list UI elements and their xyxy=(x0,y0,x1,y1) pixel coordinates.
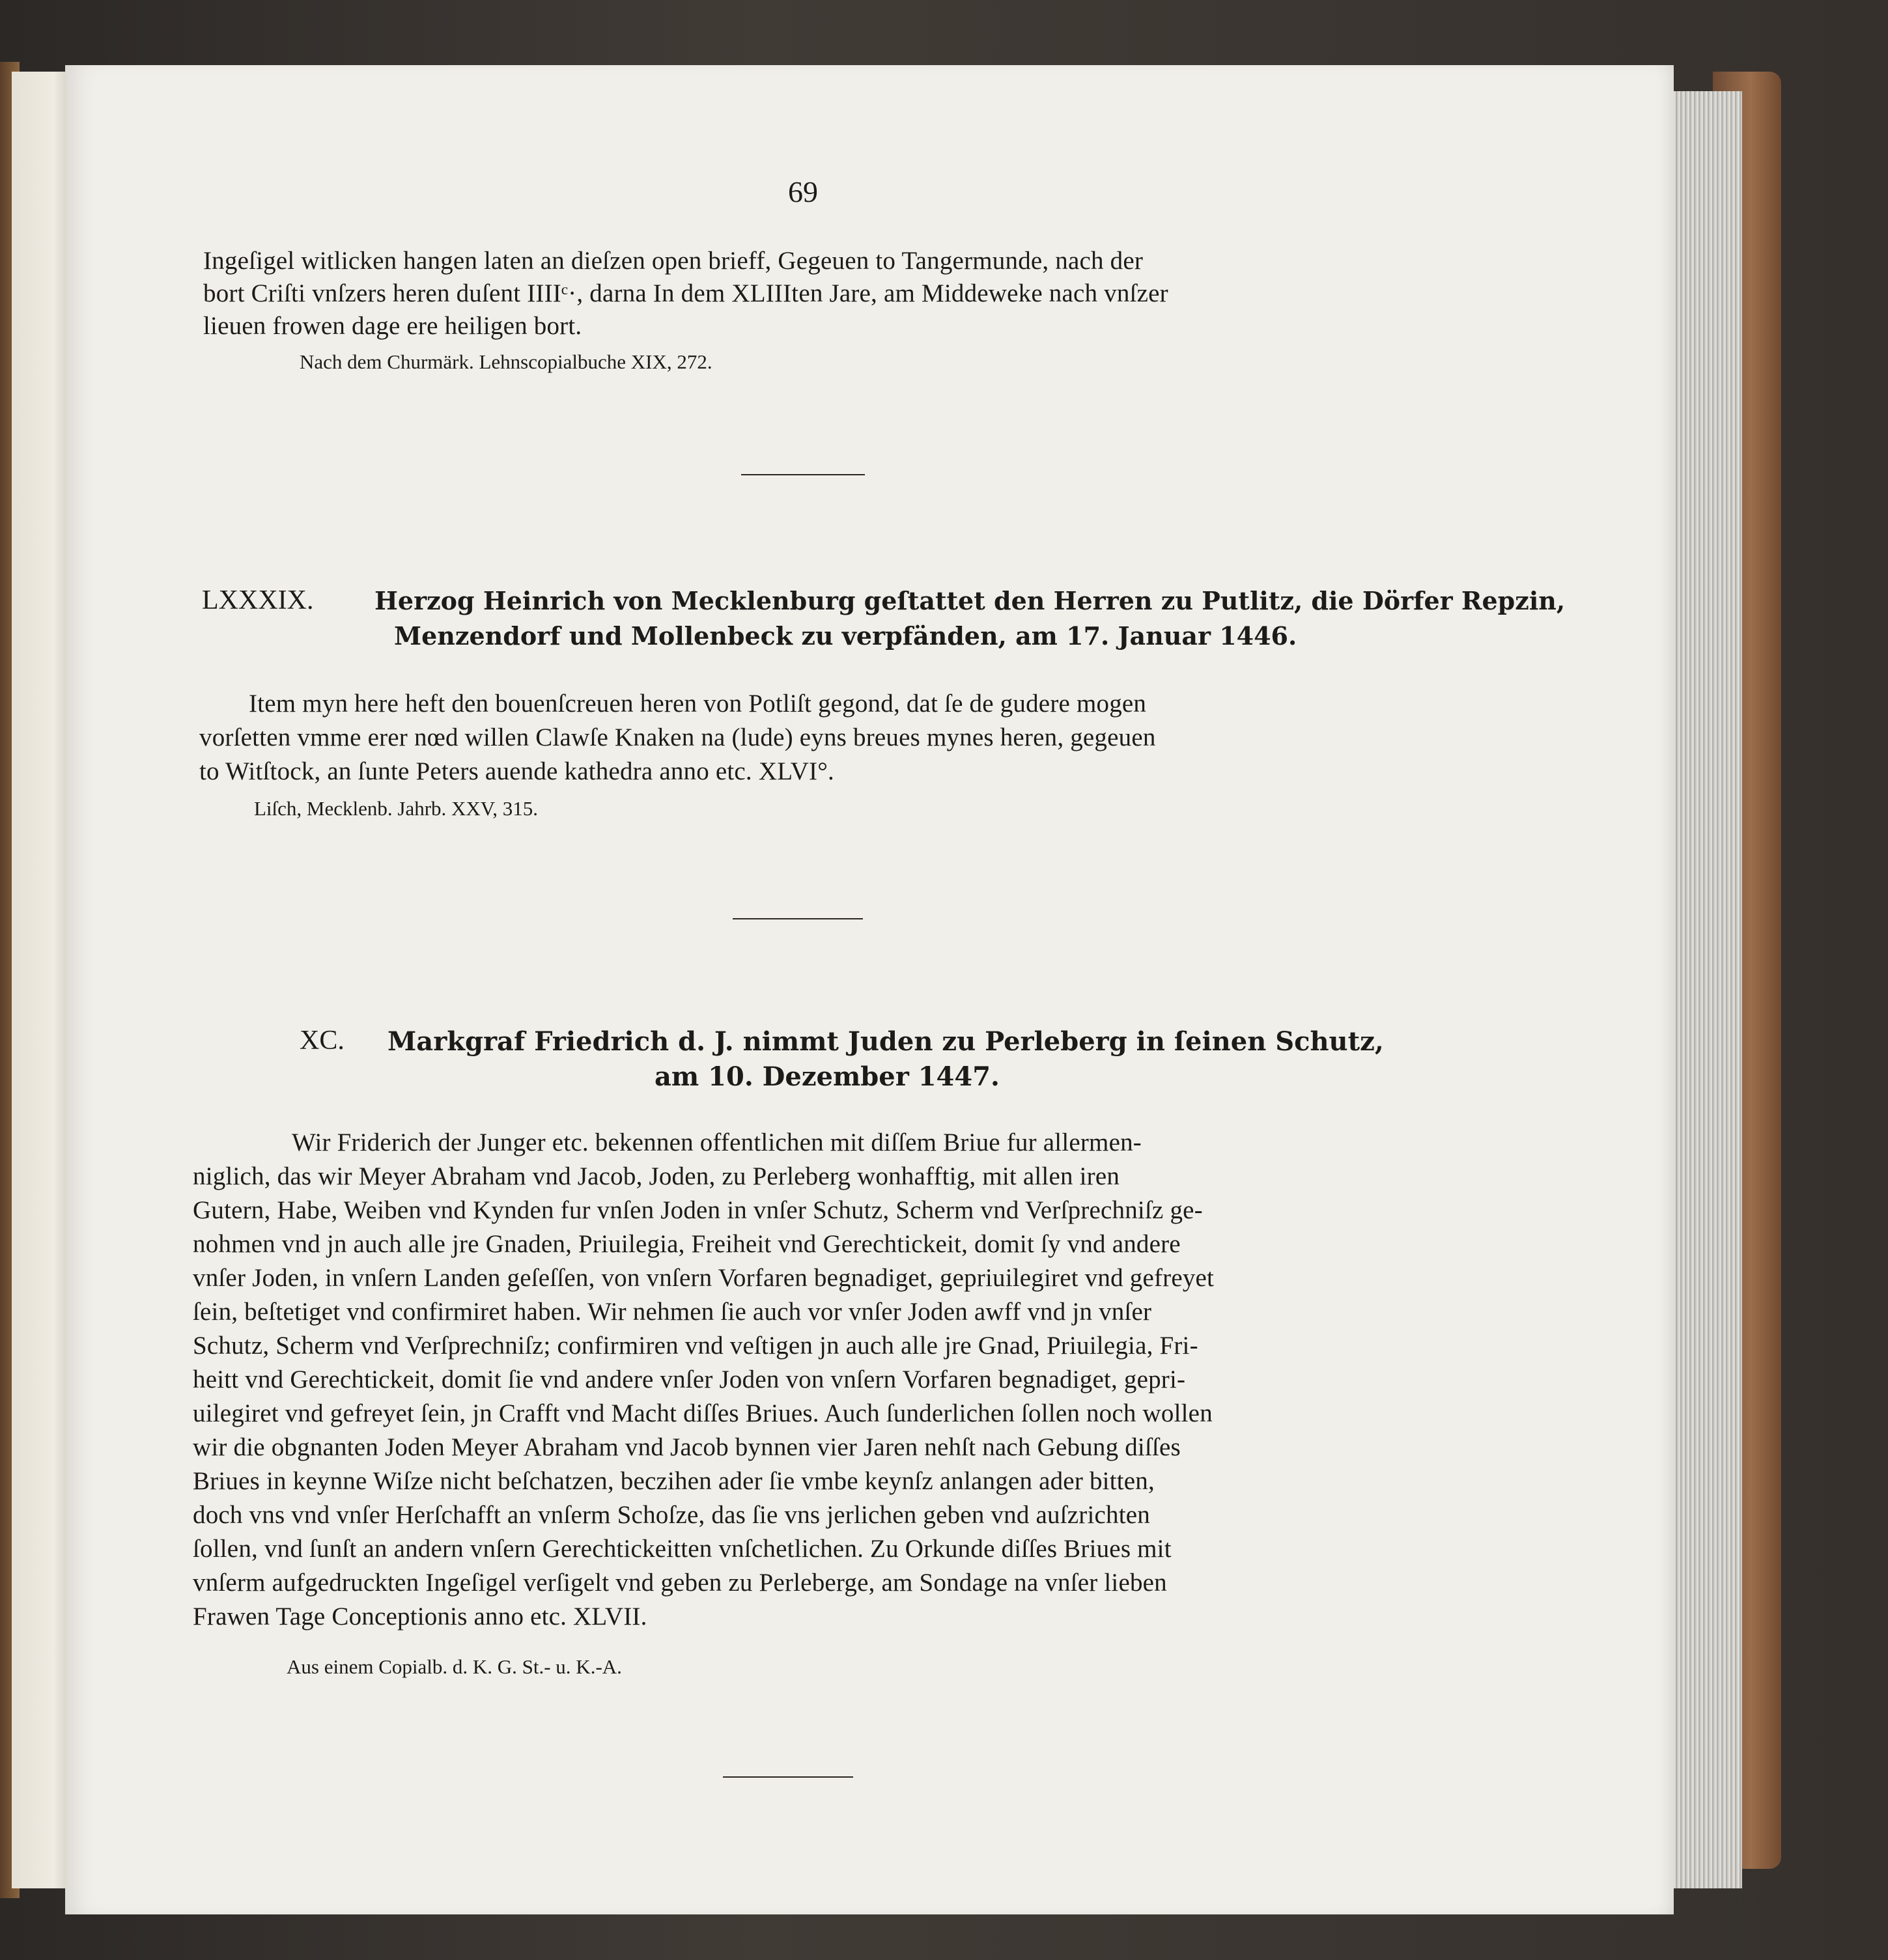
document-90-body-line-11: Briues in keynne Wiſze nicht beſchatzen, beczihen ader ſie vmbe keynſz anlangen ader bitten, xyxy=(193,1467,1155,1495)
document-90-body-line-3: Gutern, Habe, Weiben vnd Kynden fur vnſen Joden in vnſer Schutz, Scherm vnd Verſprechniſz ge- xyxy=(193,1196,1203,1224)
document-89-body-line-3: to Witſtock, an ſunte Peters auende kathedra anno etc. XLVI°. xyxy=(199,757,834,785)
document-89-body-line-2: vorſetten vmme erer nœd willen Clawſe Knaken na (lude) eyns breues mynes heren, gegeuen xyxy=(199,723,1156,751)
document-90-body-line-1: Wir Friderich der Junger etc. bekennen offentlichen mit diſſem Briue fur allermen- xyxy=(292,1128,1142,1156)
page-number: 69 xyxy=(788,175,818,208)
document-90-numeral: XC. xyxy=(300,1026,345,1056)
separator-rule-1 xyxy=(741,474,865,475)
document-90-body-line-15: Frawen Tage Conceptionis anno etc. XLVII. xyxy=(193,1603,647,1631)
document-90-body-line-6: ſein, beſtetiget vnd confirmiret haben. Wir nehmen ſie auch vor vnſer Joden awff vnd jn vnſer xyxy=(193,1298,1152,1326)
document-90-source-note: Aus einem Copialb. d. K. G. St.- u. K.-A. xyxy=(287,1655,622,1678)
document-90-title-line-1: Markgraf Friedrich d. J. nimmt Juden zu Perleberg in ſeinen Schutz, xyxy=(387,1026,1384,1057)
document-89-body-line-1: Item myn here heft den bouenſcreuen heren von Potliſt gegond, dat ſe de gudere mogen xyxy=(249,690,1147,718)
top-source-note: Nach dem Churmärk. Lehnscopialbuche XIX, 272. xyxy=(300,350,712,373)
document-89-numeral: LXXXIX. xyxy=(202,585,314,615)
top-text-line-1: Ingeſigel witlicken hangen laten an dieſzen open brieff, Gegeuen to Tangermunde, nach der xyxy=(203,247,1144,275)
top-text-line-2: bort Criſti vnſzers heren duſent IIIIᶜ·, darna In dem XLIIIten Jare, am Middeweke nach vnſzer xyxy=(203,279,1168,307)
document-90-body-line-4: nohmen vnd jn auch alle jre Gnaden, Priuilegia, Freiheit vnd Gerechtickeit, domit ſy vnd andere xyxy=(193,1230,1181,1258)
document-89-title-line-2: Menzendorf und Mollenbeck zu verpfänden, am 17. Januar 1446. xyxy=(394,621,1297,651)
document-90-body-line-13: ſollen, vnd ſunſt an andern vnſern Gerechtickeitten vnſchetlichen. Zu Orkunde diſſes Briues mit xyxy=(193,1535,1172,1563)
document-90-title-line-2: am 10. Dezember 1447. xyxy=(655,1061,1000,1092)
book-page xyxy=(65,65,1674,1914)
separator-rule-3 xyxy=(723,1776,853,1778)
page-block-edges xyxy=(1664,91,1742,1888)
top-text-line-3: lieuen frowen dage ere heiligen bort. xyxy=(203,312,582,340)
document-89-source-note: Liſch, Mecklenb. Jahrb. XXV, 315. xyxy=(254,797,538,820)
document-90-body-line-2: niglich, das wir Meyer Abraham vnd Jacob, Joden, zu Perleberg wonhafftig, mit allen iren xyxy=(193,1162,1120,1190)
document-90-body-line-14: vnſerm aufgedruckten Ingeſigel verſigelt vnd geben zu Perleberge, am Sondage na vnſer lieben xyxy=(193,1569,1167,1597)
document-90-body-line-12: doch vns vnd vnſer Herſchafft an vnſerm Schoſze, das ſie vns jerlichen geben vnd auſzrichten xyxy=(193,1501,1150,1529)
document-90-body-line-5: vnſer Joden, in vnſern Landen geſeſſen, von vnſern Vorfaren begnadiget, gepriuilegiret vnd gefreyet xyxy=(193,1264,1215,1292)
document-90-body-line-7: Schutz, Scherm vnd Verſprechniſz; confirmiren vnd veſtigen jn auch alle jre Gnad, Priuilegia, Fri- xyxy=(193,1332,1198,1360)
separator-rule-2 xyxy=(733,918,863,919)
document-90-body-line-8: heitt vnd Gerechtickeit, domit ſie vnd andere vnſer Joden von vnſern Vorfaren begnadiget, gepri- xyxy=(193,1365,1186,1393)
document-89-title-line-1: Herzog Heinrich von Mecklenburg geſtattet den Herren zu Putlitz, die Dörfer Repzin, xyxy=(374,586,1566,615)
document-90-body-line-10: wir die obgnanten Joden Meyer Abraham vnd Jacob bynnen vier Jaren nehſt nach Gebung diſſes xyxy=(193,1433,1181,1461)
left-page-edge xyxy=(12,72,73,1888)
document-90-body-line-9: uilegiret vnd gefreyet ſein, jn Crafft vnd Macht diſſes Briues. Auch ſunderlichen ſollen noch wollen xyxy=(193,1399,1213,1427)
